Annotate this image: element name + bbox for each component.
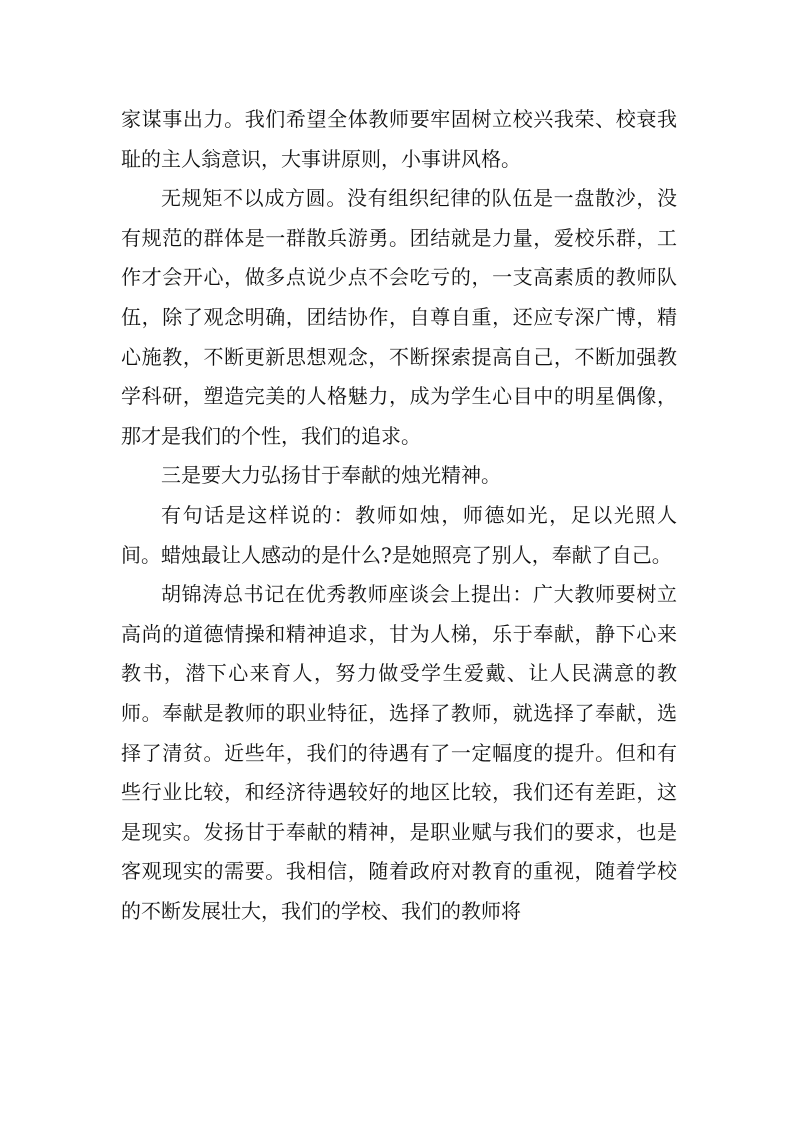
paragraph-1: 家谋事出力。我们希望全体教师要牢固树立校兴我荣、校衰我耻的主人翁意识，大事讲原则，小事讲风格。: [121, 107, 677, 171]
paragraph-5: 胡锦涛总书记在优秀教师座谈会上提出：广大教师要树立高尚的道德情操和精神追求，甘为人梯，乐于奉献，静下心来教书，潜下心来育人，努力做受学生爱戴、让人民满意的教师。奉献是教师的职业特征，选择了教师，就选择了奉献，选择了清贫。近些年，我们的待遇有了一定幅度的提升。但和有些行业比较，和经济待遇较好的地区比较，我们还有差距，这是现实。发扬甘于奉献的精神，是职业赋与我们的要求，也是客观现实的需要。我相信，随着政府对教育的重视，随着学校的不断发展壮大，我们的学校、我们的教师将: [121, 582, 677, 923]
paragraph-3: 三是要大力弘扬甘于奉献的烛光精神。: [161, 463, 501, 488]
document-body: [121, 100, 677, 931]
paragraph-2: 无规矩不以成方圆。没有组织纪律的队伍是一盘散沙，没有规范的群体是一群散兵游勇。团结就是力量，爱校乐群，工作才会开心，做多点说少点不会吃亏的，一支高素质的教师队伍，除了观念明确，团结协作，自尊自重，还应专深广博，精心施教，不断更新思想观念，不断探索提高自己，不断加强教学科研，塑造完美的人格魅力，成为学生心目中的明星偶像，那才是我们的个性，我们的追求。: [121, 186, 677, 448]
paragraph-4: 有句话是这样说的：教师如烛，师德如光，足以光照人间。蜡烛最让人感动的是什么?是她照亮了别人，奉献了自己。: [121, 502, 677, 567]
